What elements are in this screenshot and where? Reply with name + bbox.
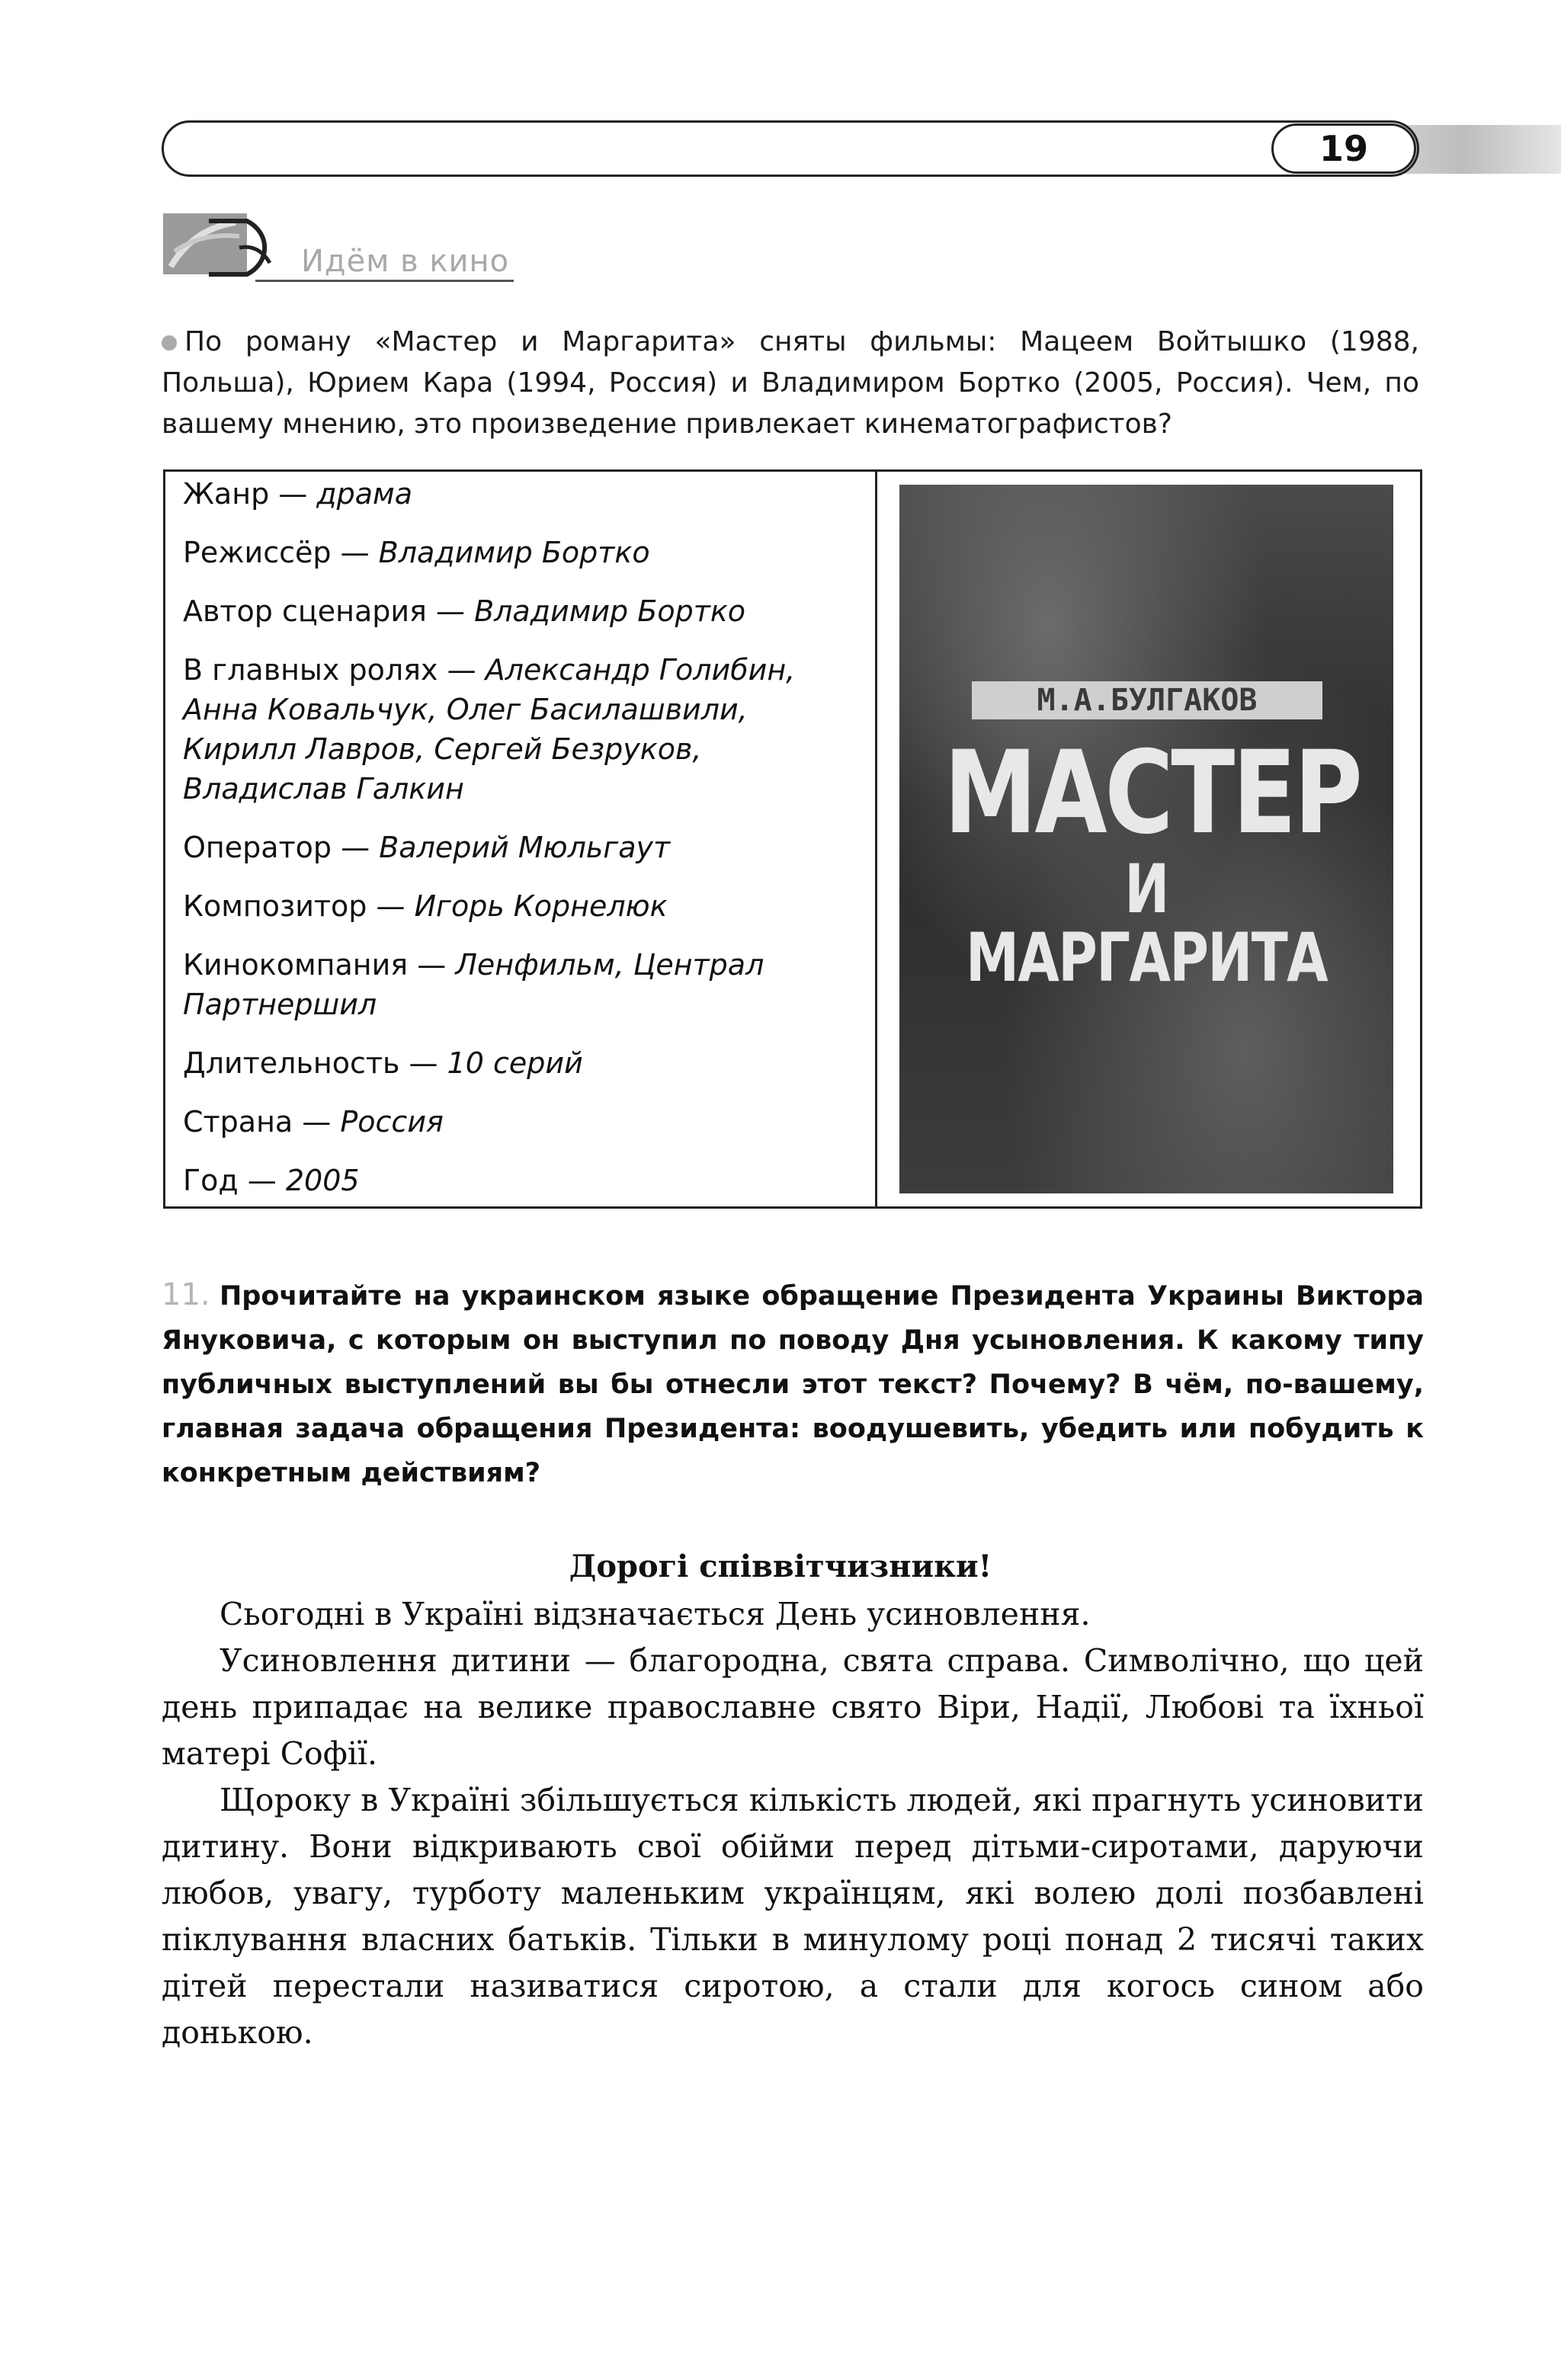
row-value: Валерий Мюльгаут	[379, 831, 671, 864]
book-cover-image	[899, 485, 1393, 1193]
bullet-icon	[162, 335, 177, 351]
row-value: Владимир Бортко	[378, 536, 650, 569]
intro-question	[162, 322, 1419, 445]
film-row-composer	[183, 886, 869, 926]
header-shade	[1399, 125, 1561, 174]
section-title: Идём в кино	[301, 244, 510, 279]
address-paragraph: Щороку в Україні збільшується кількість людей, які прагнуть усиновити дитину. Вони відкривають свої обійми перед дітьми-сиротами, даруючи любов, увагу, турботу маленьким українцям, які волею долі позбавлені піклування власних батьків. Тільки в минулому році понад 2 тисячі таких дітей перестали називатися сиротою, а стали для когось сином або донькою.	[162, 1782, 1424, 2051]
row-value: драма	[316, 477, 412, 511]
task-number: 11.	[162, 1277, 210, 1312]
row-value: Ленфильм, Централ Партнершил	[183, 948, 764, 1021]
film-credits	[183, 474, 869, 1219]
row-label: Оператор —	[183, 831, 380, 864]
address-body	[162, 1591, 1424, 2056]
film-row-genre	[183, 474, 869, 514]
film-row-cast	[183, 650, 869, 809]
film-reel-icon	[163, 206, 277, 282]
intro-text: По роману «Мастер и Маргарита» сняты фильмы: Мацеем Войтышко (1988, Польша), Юрием Кара (1994, Россия) и Владимиром Бортко (2005, Россия). Чем, по вашему мнению, это произведение привлекает кинематографистов?	[162, 326, 1419, 440]
row-value: Владимир Бортко	[474, 594, 746, 628]
row-label: Кинокомпания —	[183, 948, 456, 982]
film-row-studio	[183, 945, 869, 1024]
page-number: 19	[1271, 123, 1416, 174]
cover-author: М.А.БУЛГАКОВ	[972, 681, 1322, 719]
row-value: 10 серий	[447, 1046, 583, 1080]
film-row-screenwriter	[183, 591, 869, 631]
film-row-year	[183, 1161, 869, 1200]
table-divider	[875, 469, 877, 1209]
row-label: Длительность —	[183, 1046, 447, 1080]
cover-title-line2: И МАРГАРИТА	[965, 850, 1328, 997]
address-paragraph: Усиновлення дитини — благородна, свята справа. Символічно, що цей день припадає на велике православне свято Віри, Надії, Любові та їхньої матері Софії.	[162, 1642, 1424, 1772]
film-row-director	[183, 533, 869, 572]
row-label: Жанр —	[183, 477, 317, 511]
row-label: Композитор —	[183, 889, 415, 923]
address-paragraph: Сьогодні в Україні відзначається День усиновлення.	[220, 1596, 1091, 1632]
film-row-country	[183, 1102, 869, 1142]
row-label: Автор сценария —	[183, 594, 475, 628]
cover-title-line1: МАСТЕР	[944, 727, 1361, 860]
row-value: Александр Голибин, Анна Ковальчук, Олег Басилашвили, Кирилл Лавров, Сергей Безруков, Владислав Галкин	[183, 653, 796, 806]
row-value: 2005	[285, 1164, 360, 1197]
film-row-duration	[183, 1043, 869, 1083]
row-label: Режиссёр —	[183, 536, 379, 569]
task-text: Прочитайте на украинском языке обращение Президента Украины Виктора Януковича, с которым он выступил по поводу Дня усыновления. К какому типу публичных выступлений вы бы отнесли этот текст? Почему? В чём, по-вашему, главная задача обращения Президента: воодушевить, убедить или побудить к конкретным действиям?	[162, 1281, 1424, 1488]
film-row-operator	[183, 828, 869, 867]
row-label: Год —	[183, 1164, 286, 1197]
header-bar	[162, 120, 1419, 177]
address-title: Дорогі співвітчизники!	[569, 1549, 992, 1584]
row-value: Россия	[340, 1105, 444, 1139]
row-label: Страна —	[183, 1105, 341, 1139]
row-label: В главных ролях —	[183, 653, 486, 687]
row-value: Игорь Корнелюк	[414, 889, 668, 923]
